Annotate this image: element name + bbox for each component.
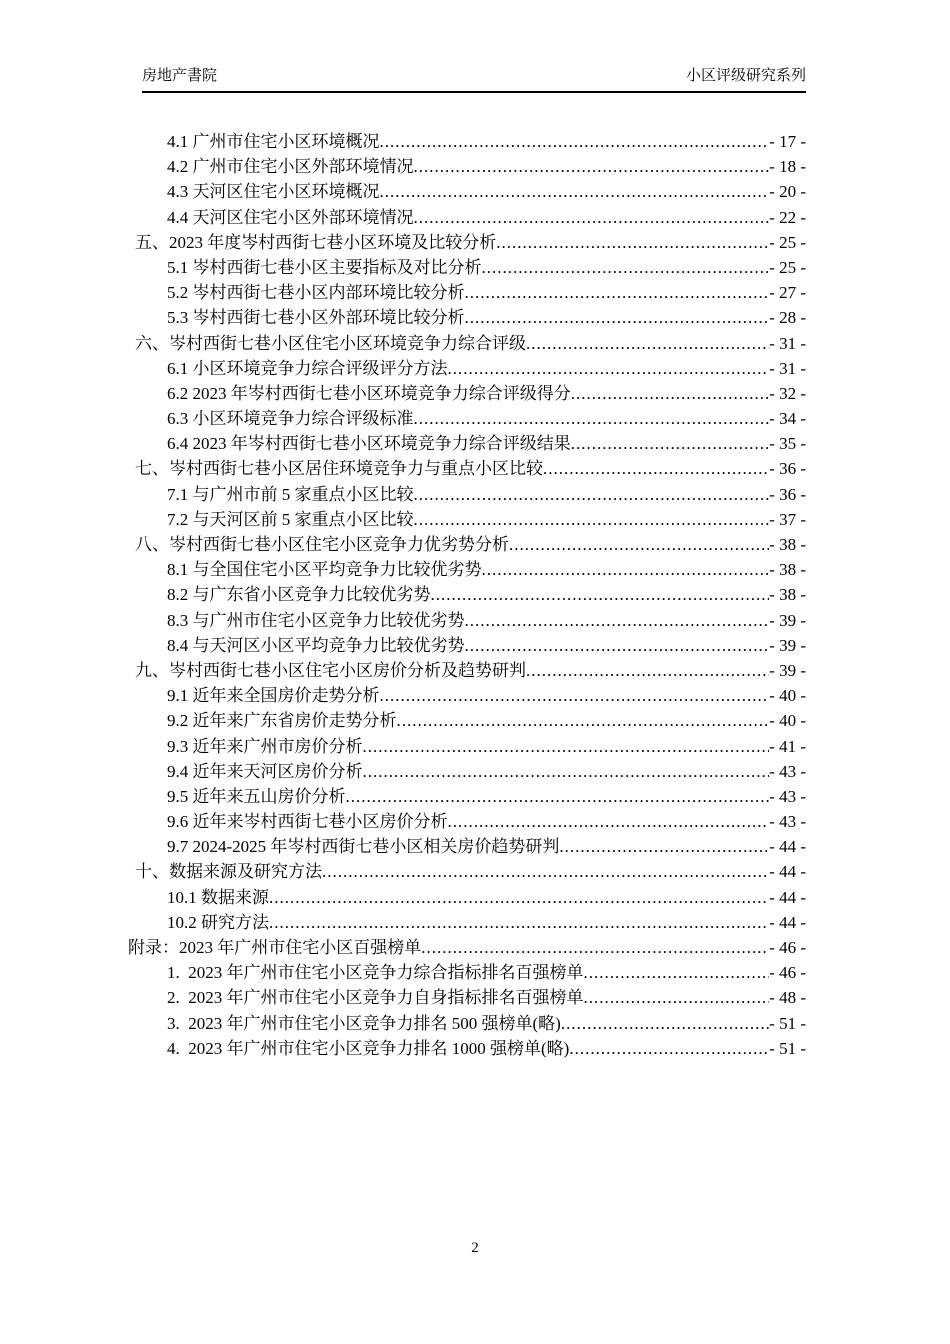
toc-entry-title: 9.5 近年来五山房价分析 (167, 786, 346, 806)
dot-leader (380, 179, 770, 204)
dot-leader (571, 431, 769, 456)
dot-leader (465, 608, 770, 633)
toc-entry-title: 9.4 近年来天河区房价分析 (167, 761, 363, 781)
toc-entry[interactable] (128, 834, 806, 859)
toc-entry-title: 六、岑村西街七巷小区住宅小区环境竞争力综合评级 (135, 333, 526, 353)
toc-entry[interactable] (128, 406, 806, 431)
dot-leader (380, 129, 770, 154)
toc-entry-title: 10.2 研究方法 (167, 912, 269, 932)
toc-entry-title: 3. 2023 年广州市住宅小区竞争力排名 500 强榜单(略) (167, 1013, 561, 1033)
dot-leader (363, 759, 770, 784)
toc-entry[interactable] (128, 935, 806, 960)
toc-entry-page-number: - 36 - (769, 484, 806, 504)
toc-entry-title: 五、2023 年度岑村西街七巷小区环境及比较分析 (135, 232, 497, 252)
dot-leader (414, 205, 770, 230)
toc-entry-title: 6.3 小区环境竞争力综合评级标准 (167, 409, 414, 429)
toc-entry-page-number: - 44 - (769, 862, 806, 882)
dot-leader (526, 331, 769, 356)
toc-entry-title: 6.2 2023 年岑村西街七巷小区环境竞争力综合评级得分 (167, 383, 571, 403)
toc-entry[interactable] (128, 507, 806, 532)
toc-entry-page-number: - 41 - (769, 736, 806, 756)
toc-entry-page-number: - 37 - (769, 509, 806, 529)
toc-entry-page-number: - 39 - (769, 660, 806, 680)
header-right-text: 小区评级研究系列 (685, 68, 806, 84)
toc-entry-title: 1. 2023 年广州市住宅小区竞争力综合指标排名百强榜单 (167, 963, 584, 983)
dot-leader (509, 532, 769, 557)
toc-entry-page-number: - 35 - (769, 434, 806, 454)
toc-entry-page-number: - 28 - (769, 308, 806, 328)
toc-entry[interactable] (128, 305, 806, 330)
toc-entry-title: 4.1 广州市住宅小区环境概况 (167, 132, 380, 151)
toc-entry[interactable] (128, 381, 806, 406)
toc-entry[interactable] (128, 859, 806, 884)
toc-entry[interactable] (128, 633, 806, 658)
dot-leader (482, 557, 770, 582)
toc-entry-page-number: - 44 - (769, 912, 806, 932)
dot-leader (496, 230, 769, 255)
dot-leader (584, 960, 770, 985)
toc-entry-title: 9.2 近年来广东省房价走势分析 (167, 711, 397, 731)
dot-leader (269, 885, 769, 910)
toc-entry-page-number: - 46 - (769, 938, 806, 957)
toc-entry-page-number: - 39 - (769, 635, 806, 655)
toc-entry-title: 4.3 天河区住宅小区环境概况 (167, 182, 380, 202)
dot-leader (448, 809, 770, 834)
table-of-contents (128, 129, 806, 1061)
dot-leader (397, 708, 770, 733)
toc-entry[interactable] (128, 205, 806, 230)
toc-entry[interactable] (128, 356, 806, 381)
toc-entry-title: 5.1 岑村西街七巷小区主要指标及对比分析 (167, 257, 482, 277)
toc-entry-title: 4. 2023 年广州市住宅小区竞争力排名 1000 强榜单(略) (167, 1038, 570, 1058)
toc-entry-page-number: - 38 - (769, 535, 806, 554)
toc-entry-page-number: - 18 - (769, 157, 806, 177)
toc-entry[interactable] (128, 960, 806, 985)
dot-leader (414, 406, 770, 431)
toc-entry[interactable] (128, 683, 806, 708)
dot-leader (465, 633, 770, 658)
toc-entry[interactable] (128, 255, 806, 280)
toc-entry-page-number: - 43 - (769, 812, 806, 832)
toc-entry-page-number: - 51 - (769, 1013, 806, 1033)
toc-entry[interactable] (128, 708, 806, 733)
dot-leader (414, 482, 770, 507)
page-header (142, 0, 806, 93)
toc-entry[interactable] (128, 1036, 806, 1061)
toc-entry-page-number: - 17 - (769, 132, 806, 151)
toc-entry-title: 8.3 与广州市住宅小区竞争力比较优劣势 (167, 610, 465, 630)
toc-entry-page-number: - 27 - (769, 283, 806, 303)
toc-entry[interactable] (128, 985, 806, 1010)
toc-entry-page-number: - 43 - (769, 786, 806, 806)
dot-leader (421, 935, 769, 960)
dot-leader (414, 154, 770, 179)
toc-entry[interactable] (128, 431, 806, 456)
dot-leader (561, 1011, 769, 1036)
toc-entry-page-number: - 48 - (769, 988, 806, 1008)
toc-entry-page-number: - 31 - (769, 358, 806, 378)
toc-entry[interactable] (128, 154, 806, 179)
toc-entry[interactable] (128, 331, 806, 356)
toc-entry[interactable] (128, 809, 806, 834)
toc-entry-title: 7.1 与广州市前 5 家重点小区比较 (167, 484, 414, 504)
toc-entry-title: 8.4 与天河区小区平均竞争力比较优劣势 (167, 635, 465, 655)
toc-entry-title: 6.4 2023 年岑村西街七巷小区环境竞争力综合评级结果 (167, 434, 571, 454)
toc-entry-title: 附录：2023 年广州市住宅小区百强榜单 (128, 938, 422, 957)
dot-leader (431, 582, 770, 607)
toc-entry[interactable] (128, 557, 806, 582)
toc-entry-title: 10.1 数据来源 (167, 887, 269, 907)
toc-entry[interactable] (128, 1011, 806, 1036)
toc-entry[interactable] (128, 658, 806, 683)
toc-entry-page-number: - 44 - (769, 887, 806, 907)
page-footer (0, 1238, 950, 1258)
page-number: 2 (471, 1240, 479, 1256)
dot-leader (322, 859, 769, 884)
toc-entry-title: 6.1 小区环境竞争力综合评级评分方法 (167, 358, 448, 378)
toc-entry-page-number: - 39 - (769, 610, 806, 630)
toc-entry-page-number: - 38 - (769, 560, 806, 580)
toc-entry[interactable] (128, 129, 806, 154)
toc-entry-title: 9.6 近年来岑村西街七巷小区房价分析 (167, 812, 448, 832)
toc-entry-page-number: - 34 - (769, 409, 806, 429)
toc-entry-page-number: - 22 - (769, 207, 806, 227)
dot-leader (482, 255, 770, 280)
dot-leader (571, 381, 769, 406)
toc-entry-title: 4.2 广州市住宅小区外部环境情况 (167, 157, 414, 177)
toc-entry-page-number: - 32 - (769, 383, 806, 403)
toc-entry-page-number: - 36 - (769, 459, 806, 479)
dot-leader (380, 683, 770, 708)
toc-entry-title: 5.3 岑村西街七巷小区外部环境比较分析 (167, 308, 465, 328)
dot-leader (465, 280, 770, 305)
toc-entry-title: 九、岑村西街七巷小区住宅小区房价分析及趋势研判 (135, 660, 526, 680)
toc-entry-title: 8.1 与全国住宅小区平均竞争力比较优劣势 (167, 560, 482, 580)
dot-leader (584, 985, 770, 1010)
toc-entry[interactable] (128, 456, 806, 481)
toc-entry-title: 5.2 岑村西街七巷小区内部环境比较分析 (167, 283, 465, 303)
toc-entry-title: 七、岑村西街七巷小区居住环境竞争力与重点小区比较 (135, 459, 543, 479)
toc-entry[interactable] (128, 734, 806, 759)
dot-leader (543, 456, 769, 481)
toc-entry-page-number: - 25 - (769, 232, 806, 252)
dot-leader (569, 1036, 769, 1061)
toc-entry-page-number: - 51 - (769, 1038, 806, 1058)
toc-entry-page-number: - 46 - (769, 963, 806, 983)
toc-entry-page-number: - 20 - (769, 182, 806, 202)
toc-entry-title: 4.4 天河区住宅小区外部环境情况 (167, 207, 414, 227)
toc-entry[interactable] (128, 910, 806, 935)
dot-leader (346, 784, 770, 809)
toc-entry-title: 8.2 与广东省小区竞争力比较优劣势 (167, 585, 431, 605)
toc-entry-title: 八、岑村西街七巷小区住宅小区竞争力优劣势分析 (135, 535, 509, 554)
toc-entry[interactable] (128, 532, 806, 557)
toc-entry-page-number: - 43 - (769, 761, 806, 781)
toc-entry[interactable] (128, 179, 806, 204)
toc-entry-page-number: - 25 - (769, 257, 806, 277)
dot-leader (414, 507, 770, 532)
dot-leader (465, 305, 770, 330)
toc-entry[interactable] (128, 280, 806, 305)
toc-entry-title: 7.2 与天河区前 5 家重点小区比较 (167, 509, 414, 529)
dot-leader (448, 356, 770, 381)
dot-leader (269, 910, 769, 935)
toc-entry-title: 9.7 2024-2025 年岑村西街七巷小区相关房价趋势研判 (167, 837, 560, 857)
dot-leader (526, 658, 769, 683)
toc-entry-page-number: - 38 - (769, 585, 806, 605)
toc-entry-page-number: - 31 - (769, 333, 806, 353)
toc-entry[interactable] (128, 784, 806, 809)
toc-entry[interactable] (128, 885, 806, 910)
toc-entry-title: 9.1 近年来全国房价走势分析 (167, 686, 380, 706)
header-left-text: 房地产書院 (142, 68, 218, 84)
toc-entry-page-number: - 40 - (769, 711, 806, 731)
toc-entry[interactable] (128, 230, 806, 255)
toc-entry[interactable] (128, 759, 806, 784)
dot-leader (363, 734, 770, 759)
toc-entry[interactable] (128, 482, 806, 507)
dot-leader (559, 834, 769, 859)
toc-entry-title: 十、数据来源及研究方法 (135, 862, 322, 882)
toc-entry[interactable] (128, 608, 806, 633)
toc-entry-title: 9.3 近年来广州市房价分析 (167, 736, 363, 756)
toc-entry-page-number: - 40 - (769, 686, 806, 706)
toc-entry[interactable] (128, 582, 806, 607)
toc-entry-page-number: - 44 - (769, 837, 806, 857)
toc-entry-title: 2. 2023 年广州市住宅小区竞争力自身指标排名百强榜单 (167, 988, 584, 1008)
